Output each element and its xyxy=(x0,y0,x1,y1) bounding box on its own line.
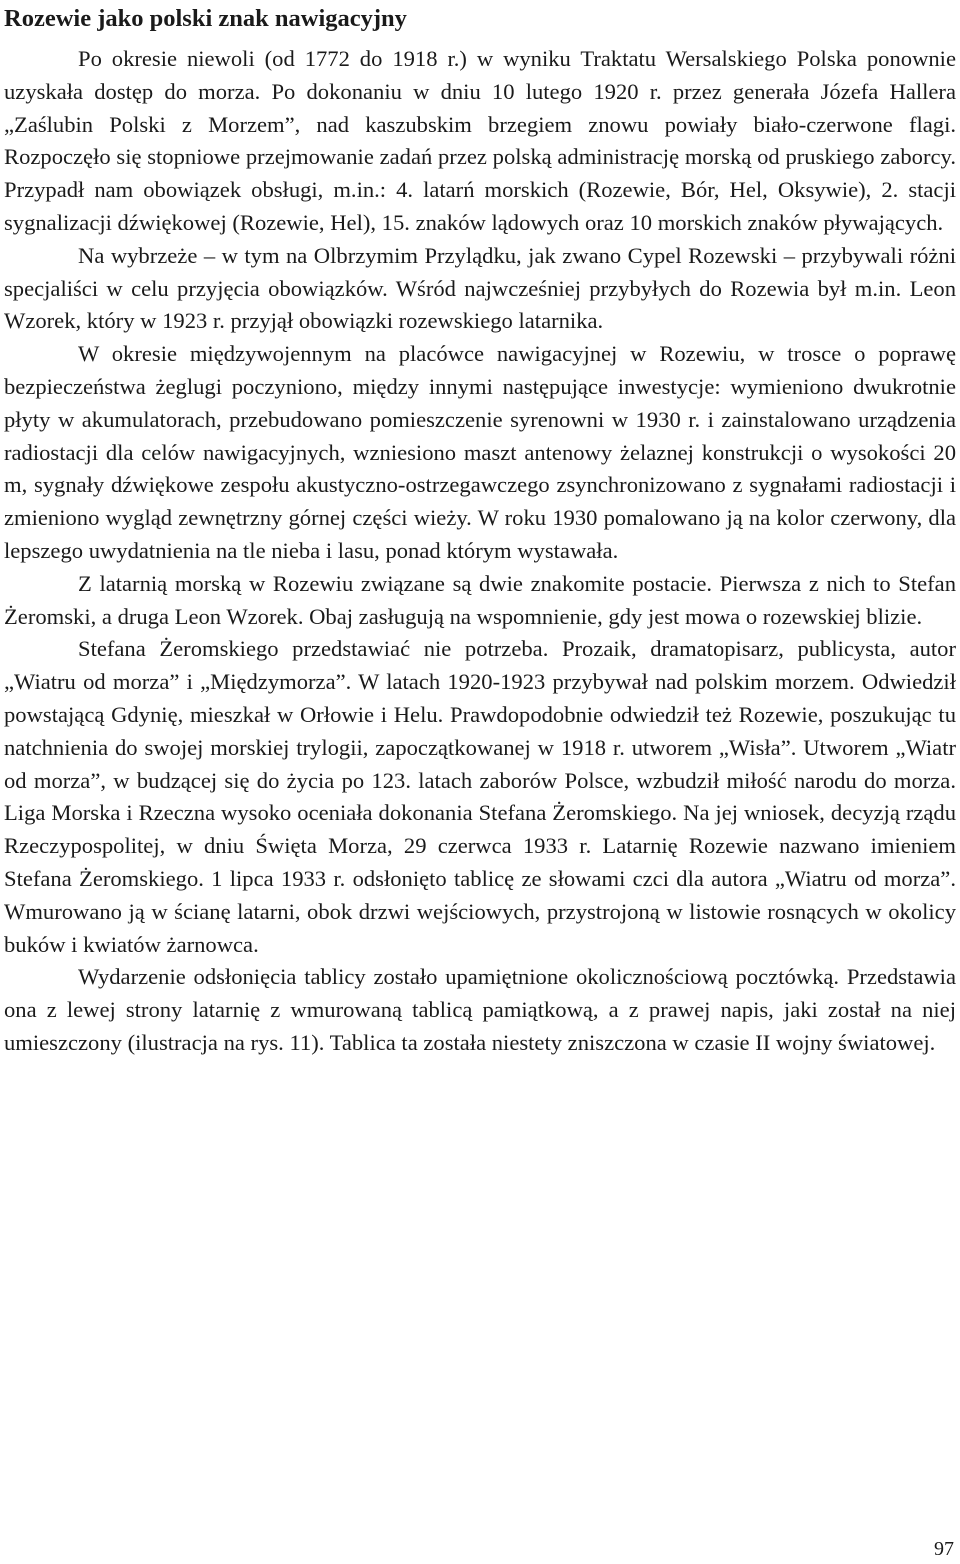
paragraph-zeromski: Stefana Żeromskiego przedstawiać nie potrzeba. Prozaik, dramatopisarz, publicysta, autor „Wiatru od morza” i „Międzymorza”. W latach 1920-1923 przybywał nad polskim morzem. Odwiedził powstającą Gdynię, mieszkał w Orłowie i Helu. Prawdopodobnie odwiedził też Rozewie, poszukując tu natchnienia do swojej morskiej trylogii, zapoczątkowanej w 1918 r. utworem „Wisła”. Utworem „Wiatr od morza”, w budzącej się do życia po 123. latach zaborów Polsce, wzbudził miłość narodu do morza. Liga Morska i Rzeczna wysoko oceniała dokonania Stefana Żeromskiego. Na jej wniosek, decyzją rządu Rzeczypospolitej, w dniu Święta Morza, 29 czerwca 1933 r. Latarnię Rozewie nazwano imieniem Stefana Żeromskiego. 1 lipca 1933 r. odsłonięto tablicę ze słowami czci dla autora „Wiatru od morza”. Wmurowano ją w ścianę latarni, obok drzwi wejściowych, przystrojoną w listowie rosnących w okolicy buków i kwiatów żarnowca. xyxy=(4,636,956,957)
section-heading: Rozewie jako polski znak nawigacyjny xyxy=(4,5,407,32)
paragraph-independence: Po okresie niewoli (od 1772 do 1918 r.) w wyniku Traktatu Wersalskiego Polska ponownie uzyskała dostęp do morza. Po dokonaniu w dniu 10 lutego 1920 r. przez generała Józefa Hallera „Zaślubin Polski z Morzem”, nad kaszubskim brzegiem znowu powiały biało-czerwone flagi. Rozpoczęło się stopniowe przejmowanie zadań przez polską administrację morską od pruskiego zaborcy. Przypadł nam obowiązek obsługi, m.in.: 4. latarń morskich (Rozewie, Bór, Hel, Oksywie), 2. stacji sygnalizacji dźwiękowej (Rozewie, Hel), 15. znaków lądowych oraz 10 morskich znaków pływających. xyxy=(4,46,956,235)
paragraph-investments: W okresie międzywojennym na placówce nawigacyjnej w Rozewiu, w trosce o poprawę bezpieczeństwa żeglugi poczyniono, między innymi następujące inwestycje: wymieniono dwukrotnie płyty w akumulatorach, przebudowano pomieszczenie syrenowni w 1930 r. i zainstalowano urządzenia radiostacji dla celów nawigacyjnych, wzniesiono maszt antenowy żelaznej konstrukcji o wysokości 20 m, sygnały dźwiękowe zespołu akustyczno-ostrzegawczego zsynchronizowano z sygnałami radiostacji i zmieniono wygląd zewnętrzny górnej części wieży. W roku 1930 pomalowano ją na kolor czerwony, dla lepszego uwydatnienia na tle nieba i lasu, ponad którym wystawała. xyxy=(4,341,956,563)
paragraph-postcard: Wydarzenie odsłonięcia tablicy zostało upamiętnione okolicznościową pocztówką. Przedstawia ona z lewej strony latarnię z wmurowaną tablicą pamiątkową, a z prawej napis, jaki został na niej umieszczony (ilustracja na rys. 11). Tablica ta została niestety zniszczona w czasie II wojny światowej. xyxy=(4,964,956,1055)
document-page xyxy=(4,0,956,1060)
paragraph-two-figures: Z latarnią morską w Rozewiu związane są dwie znakomite postacie. Pierwsza z nich to Stefan Żeromski, a druga Leon Wzorek. Obaj zasługują na wspomnienie, gdy jest mowa o rozewskiej blizie. xyxy=(4,570,956,629)
page-number: 97 xyxy=(934,1538,954,1560)
paragraph-specialists: Na wybrzeże – w tym na Olbrzymim Przylądku, jak zwano Cypel Rozewski – przybywali różni specjaliści w celu przyjęcia obowiązków. Wśród najwcześniej przybyłych do Rozewia był m.in. Leon Wzorek, który w 1923 r. przyjął obowiązki rozewskiego latarnika. xyxy=(4,242,956,334)
